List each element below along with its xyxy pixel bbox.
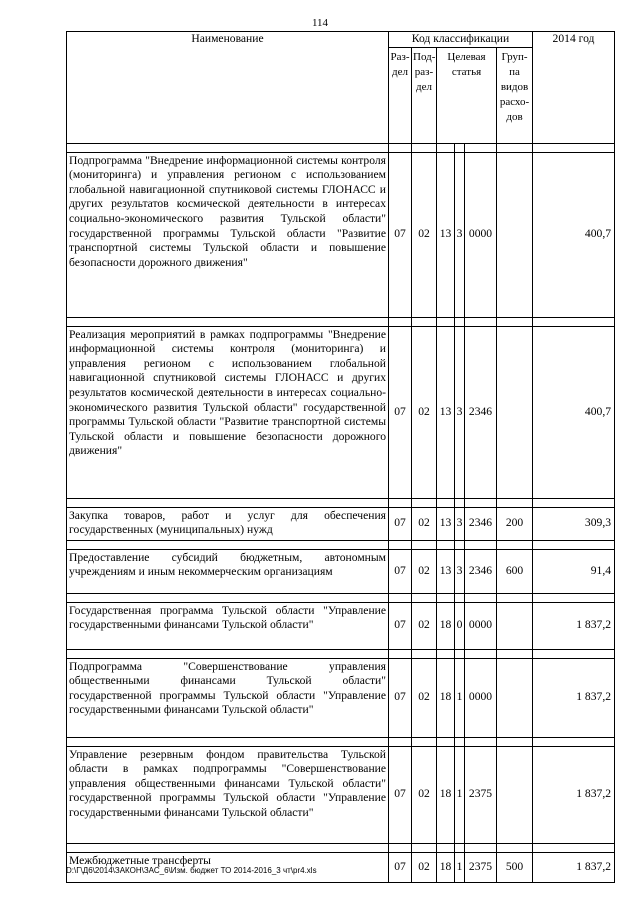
row-group: [497, 602, 533, 649]
row-target-1: 18: [437, 658, 455, 737]
row-amount: 400,7: [533, 326, 615, 498]
row-group: 600: [497, 549, 533, 593]
spacer-cell: [389, 317, 412, 326]
row-razdel: 07: [389, 852, 412, 882]
row-target-2: 1: [455, 658, 465, 737]
spacer-cell: [455, 593, 465, 602]
spacer-cell: [497, 737, 533, 746]
row-razdel: 07: [389, 326, 412, 498]
spacer-cell: [533, 593, 615, 602]
row-spacer: [67, 317, 615, 326]
header-code-group: Код классификации: [389, 32, 533, 48]
row-target-2: 3: [455, 549, 465, 593]
row-target-3: 2346: [465, 326, 497, 498]
spacer-cell: [465, 143, 497, 152]
row-spacer: [67, 843, 615, 852]
row-name: Подпрограмма "Внедрение информационной системы контроля (мониторинга) и управления регионом с использованием глобальной навигационной спутниковой системы ГЛОНАСС и других результатов космической деятельности в интересах социально-экономического развития Тульской области" государственной программы Тульской области "Развитие транспортной системы Тульской области и повышение безопасности дорожного движения": [67, 152, 389, 317]
row-target-2: 3: [455, 507, 465, 540]
header-podrazdel: Под-раз-дел: [412, 47, 437, 143]
spacer-cell: [455, 317, 465, 326]
spacer-cell: [389, 540, 412, 549]
spacer-cell: [497, 498, 533, 507]
spacer-cell: [412, 143, 437, 152]
table-row: [67, 602, 615, 649]
spacer-cell: [437, 737, 455, 746]
header-row-top: [67, 32, 615, 48]
row-target-3: 0000: [465, 658, 497, 737]
header-group: Груп-па видов расхо-дов: [497, 47, 533, 143]
spacer-cell: [533, 498, 615, 507]
table-row: [67, 152, 615, 317]
spacer-cell: [533, 649, 615, 658]
row-razdel: 07: [389, 549, 412, 593]
spacer-cell: [497, 593, 533, 602]
row-podrazdel: 02: [412, 549, 437, 593]
spacer-cell: [437, 143, 455, 152]
row-podrazdel: 02: [412, 658, 437, 737]
spacer-cell: [389, 593, 412, 602]
row-target-1: 18: [437, 602, 455, 649]
row-amount: 1 837,2: [533, 658, 615, 737]
header-razdel: Раз-дел: [389, 47, 412, 143]
row-name: Управление резервным фондом правительства Тульской области в рамках подпрограммы "Совершенствование управления общественными финансами Тульской области" государственной программы Тульской области "Управление государственными финансами Тульской области": [67, 746, 389, 843]
spacer-cell: [389, 649, 412, 658]
spacer-cell: [412, 540, 437, 549]
row-target-1: 13: [437, 152, 455, 317]
spacer-cell: [412, 737, 437, 746]
table-row: [67, 746, 615, 843]
row-razdel: 07: [389, 507, 412, 540]
spacer-cell: [465, 540, 497, 549]
row-group: [497, 152, 533, 317]
spacer-cell: [67, 143, 389, 152]
row-spacer: [67, 649, 615, 658]
spacer-cell: [67, 498, 389, 507]
spacer-cell: [437, 540, 455, 549]
table-row: [67, 658, 615, 737]
row-target-2: 1: [455, 746, 465, 843]
spacer-cell: [412, 498, 437, 507]
row-group: 500: [497, 852, 533, 882]
spacer-cell: [389, 498, 412, 507]
row-group: 200: [497, 507, 533, 540]
row-group: [497, 326, 533, 498]
spacer-cell: [67, 593, 389, 602]
spacer-cell: [465, 593, 497, 602]
spacer-cell: [67, 317, 389, 326]
row-name: Реализация мероприятий в рамках подпрограммы "Внедрение информационной системы контроля (мониторинга) и управления регионом с использованием глобальной навигационной спутниковой системы ГЛОНАСС и других результатов космической деятельности в интересах социально-экономического развития Тульской области" государственной программы Тульской области "Развитие транспортной системы Тульской области и повышение безопасности дорожного движения": [67, 326, 389, 498]
row-group: [497, 658, 533, 737]
spacer-cell: [497, 317, 533, 326]
header-target: Целевая статья: [437, 47, 497, 143]
page-number: 114: [311, 17, 329, 29]
row-target-2: 3: [455, 152, 465, 317]
header-year: 2014 год: [533, 32, 615, 144]
spacer-cell: [497, 540, 533, 549]
row-target-1: 18: [437, 746, 455, 843]
row-target-3: 2346: [465, 507, 497, 540]
header-name: Наименование: [67, 32, 389, 144]
table-row: [67, 326, 615, 498]
spacer-cell: [389, 143, 412, 152]
row-razdel: 07: [389, 746, 412, 843]
row-amount: 1 837,2: [533, 746, 615, 843]
row-target-3: 2375: [465, 746, 497, 843]
row-target-3: 2346: [465, 549, 497, 593]
row-amount: 400,7: [533, 152, 615, 317]
budget-table: [66, 31, 615, 883]
spacer-cell: [465, 737, 497, 746]
spacer-cell: [455, 649, 465, 658]
row-target-2: 1: [455, 852, 465, 882]
spacer-cell: [437, 317, 455, 326]
spacer-cell: [412, 649, 437, 658]
row-amount: 1 837,2: [533, 852, 615, 882]
row-amount: 1 837,2: [533, 602, 615, 649]
spacer-cell: [533, 317, 615, 326]
table-row: [67, 549, 615, 593]
row-name: Предоставление субсидий бюджетным, автономным учреждениям и иным некоммерческим организациям: [67, 549, 389, 593]
row-name: Государственная программа Тульской области "Управление государственными финансами Тульской области": [67, 602, 389, 649]
row-target-2: 0: [455, 602, 465, 649]
row-spacer: [67, 737, 615, 746]
row-razdel: 07: [389, 152, 412, 317]
row-podrazdel: 02: [412, 746, 437, 843]
spacer-cell: [497, 143, 533, 152]
spacer-cell: [67, 737, 389, 746]
spacer-cell: [465, 498, 497, 507]
spacer-cell: [533, 737, 615, 746]
spacer-cell: [533, 143, 615, 152]
row-target-3: 0000: [465, 602, 497, 649]
row-podrazdel: 02: [412, 602, 437, 649]
spacer-cell: [497, 649, 533, 658]
row-name: Подпрограмма "Совершенствование управления общественными финансами Тульской области" государственной программы Тульской области "Управление государственными финансами Тульской области": [67, 658, 389, 737]
row-target-2: 3: [455, 326, 465, 498]
row-spacer: [67, 540, 615, 549]
spacer-cell: [533, 540, 615, 549]
row-target-1: 13: [437, 549, 455, 593]
footer-file-path: D:\Г\Д6\2014\ЗАКОН\ЗАС_6\Изм. бюджет ТО 2014-2016_3 чт\pr4.xls: [66, 866, 317, 875]
spacer-cell: [67, 843, 389, 852]
spacer-cell: [412, 843, 437, 852]
row-target-1: 13: [437, 507, 455, 540]
spacer-cell: [389, 737, 412, 746]
spacer-cell: [455, 143, 465, 152]
row-spacer: [67, 498, 615, 507]
spacer-cell: [437, 649, 455, 658]
spacer-cell: [437, 843, 455, 852]
spacer-cell: [455, 498, 465, 507]
spacer-cell: [412, 317, 437, 326]
row-target-3: 0000: [465, 152, 497, 317]
row-spacer: [67, 143, 615, 152]
row-target-3: 2375: [465, 852, 497, 882]
row-spacer: [67, 593, 615, 602]
spacer-cell: [67, 649, 389, 658]
row-target-1: 18: [437, 852, 455, 882]
spacer-cell: [412, 593, 437, 602]
row-group: [497, 746, 533, 843]
spacer-cell: [465, 649, 497, 658]
spacer-cell: [465, 843, 497, 852]
table-row: [67, 507, 615, 540]
row-target-1: 13: [437, 326, 455, 498]
spacer-cell: [437, 593, 455, 602]
spacer-cell: [497, 843, 533, 852]
spacer-cell: [389, 843, 412, 852]
spacer-cell: [67, 540, 389, 549]
row-razdel: 07: [389, 602, 412, 649]
row-podrazdel: 02: [412, 852, 437, 882]
row-razdel: 07: [389, 658, 412, 737]
row-amount: 309,3: [533, 507, 615, 540]
row-name: Межбюджетные трансферты: [67, 852, 389, 882]
spacer-cell: [455, 737, 465, 746]
row-name: Закупка товаров, работ и услуг для обеспечения государственных (муниципальных) нужд: [67, 507, 389, 540]
spacer-cell: [465, 317, 497, 326]
row-podrazdel: 02: [412, 326, 437, 498]
spacer-cell: [455, 843, 465, 852]
spacer-cell: [455, 540, 465, 549]
row-podrazdel: 02: [412, 507, 437, 540]
spacer-cell: [437, 498, 455, 507]
row-amount: 91,4: [533, 549, 615, 593]
spacer-cell: [533, 843, 615, 852]
row-podrazdel: 02: [412, 152, 437, 317]
